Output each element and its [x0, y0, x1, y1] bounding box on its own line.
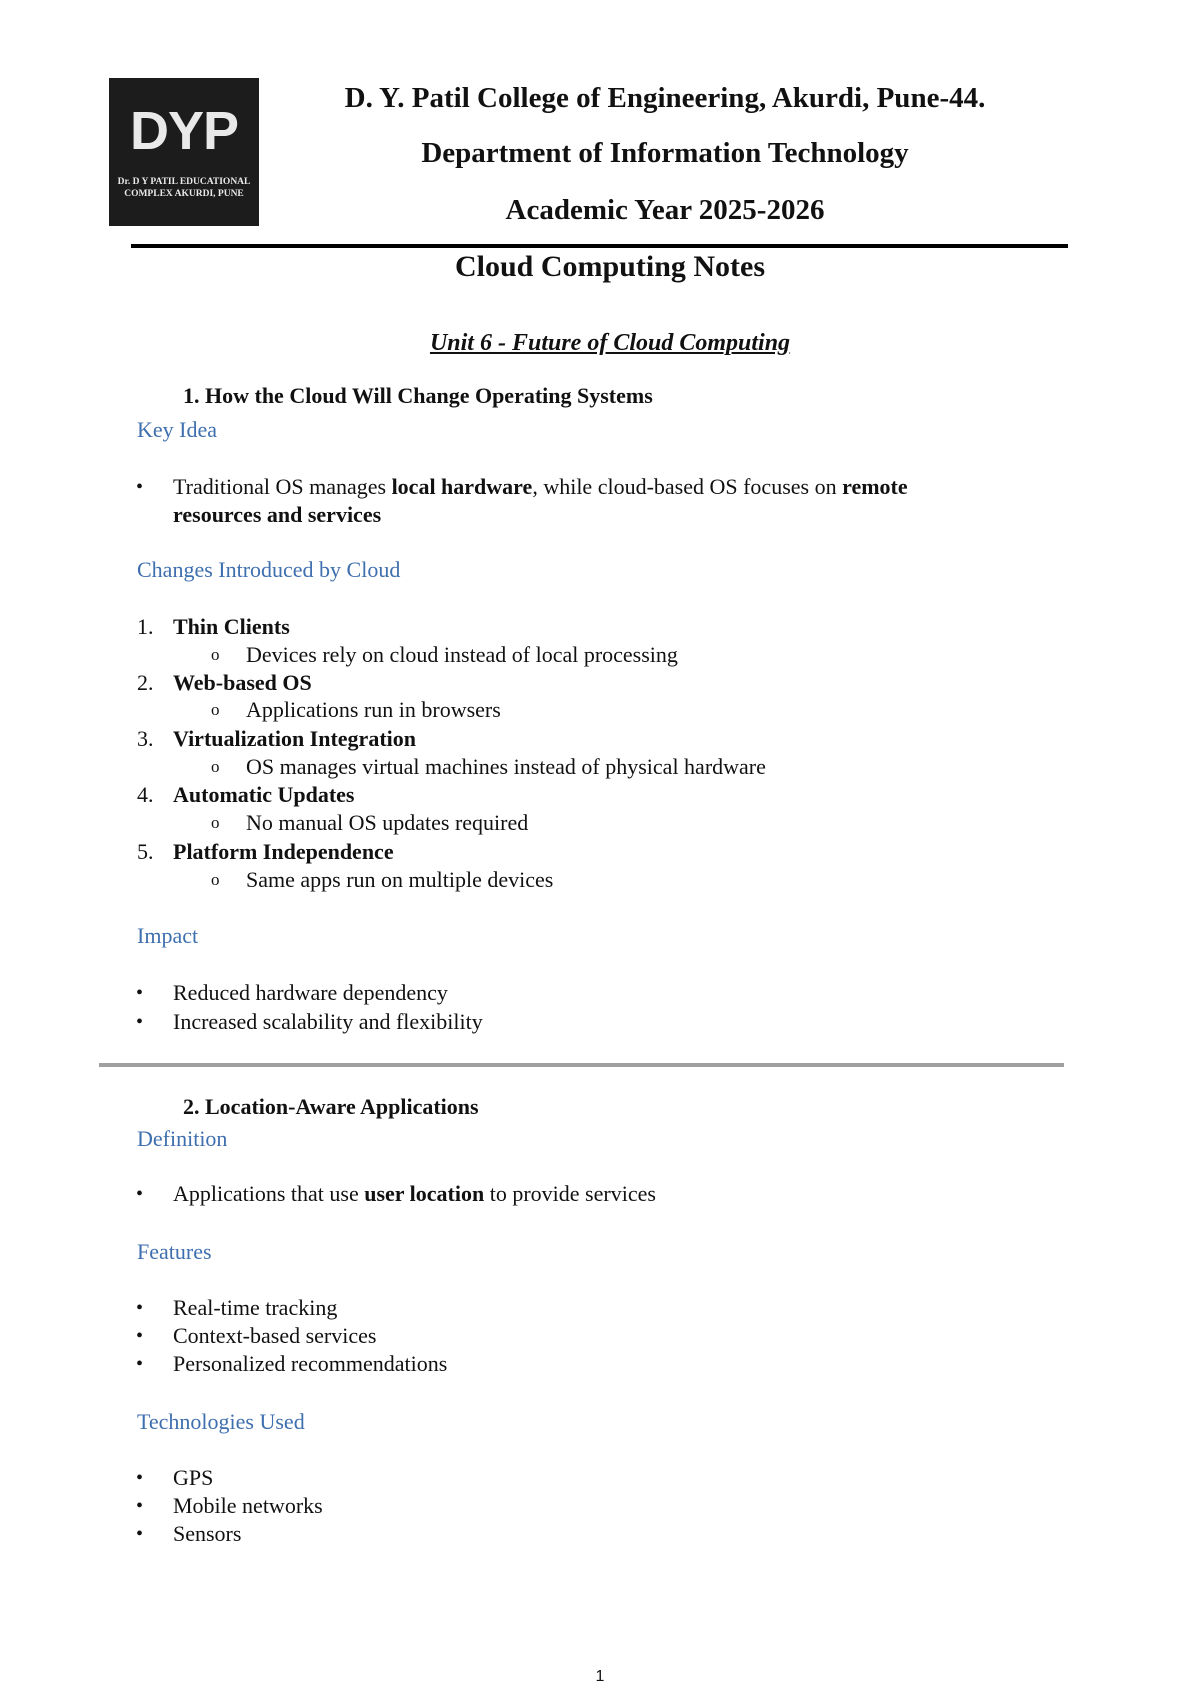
change-title: Automatic Updates [173, 782, 355, 807]
definition-label: Definition [137, 1126, 228, 1151]
page-title: Cloud Computing Notes [454, 250, 766, 283]
key-idea-bold-2: remote [842, 474, 908, 499]
technologies-label: Technologies Used [137, 1409, 305, 1434]
bullet-icon: • [136, 1523, 144, 1545]
definition-text [173, 1180, 656, 1208]
key-idea-part-1: Traditional OS manages [173, 474, 392, 499]
logo-mark: DYP [129, 101, 239, 161]
bullet-icon: • [136, 1495, 144, 1517]
key-idea-part-2: , while cloud-based OS focuses on [532, 474, 843, 499]
features-label: Features [137, 1239, 212, 1264]
list-number: 2. [137, 670, 154, 695]
list-number: 1. [137, 614, 154, 639]
bullet-icon: • [136, 1353, 144, 1375]
change-title: Virtualization Integration [173, 726, 416, 751]
logo-line-2: COMPLEX AKURDI, PUNE [124, 189, 244, 199]
key-idea-bold-1: local hardware [391, 474, 533, 499]
change-detail: Applications run in browsers [246, 697, 501, 722]
key-idea-bold-3: resources and services [173, 502, 382, 527]
section-2-heading: 2. Location-Aware Applications [183, 1094, 479, 1119]
academic-year: Academic Year 2025-2026 [505, 194, 825, 226]
bullet-icon: • [136, 1011, 144, 1033]
list-number: 5. [137, 839, 154, 864]
list-number: 4. [137, 782, 154, 807]
technology-item: GPS [173, 1465, 214, 1490]
circle-bullet-icon: o [211, 757, 220, 776]
change-title: Platform Independence [173, 839, 394, 864]
feature-item: Personalized recommendations [173, 1351, 448, 1376]
bullet-icon: • [136, 476, 144, 498]
page-number: 1 [595, 1668, 605, 1685]
change-detail: Same apps run on multiple devices [246, 867, 554, 892]
key-idea-text [173, 473, 1023, 529]
change-title: Web-based OS [173, 670, 312, 695]
technology-item: Sensors [173, 1521, 242, 1546]
college-logo [109, 78, 259, 226]
section-1-heading: 1. How the Cloud Will Change Operating Systems [183, 383, 653, 408]
college-name: D. Y. Patil College of Engineering, Akurdi, Pune-44. [344, 82, 986, 114]
change-detail: No manual OS updates required [246, 810, 529, 835]
key-idea-label: Key Idea [137, 417, 218, 442]
change-detail: Devices rely on cloud instead of local processing [246, 642, 678, 667]
circle-bullet-icon: o [211, 700, 220, 719]
impact-item: Increased scalability and flexibility [173, 1009, 483, 1034]
technology-item: Mobile networks [173, 1493, 323, 1518]
change-detail: OS manages virtual machines instead of physical hardware [246, 754, 766, 779]
bullet-icon: • [136, 1297, 144, 1319]
definition-bold: user location [364, 1181, 485, 1206]
impact-item: Reduced hardware dependency [173, 980, 448, 1005]
changes-label: Changes Introduced by Cloud [137, 557, 401, 582]
definition-part-2: to provide services [484, 1181, 656, 1206]
circle-bullet-icon: o [211, 870, 220, 889]
impact-label: Impact [137, 923, 199, 948]
feature-item: Real-time tracking [173, 1295, 338, 1320]
change-title: Thin Clients [173, 614, 290, 639]
circle-bullet-icon: o [211, 645, 220, 664]
logo-line-1: Dr. D Y PATIL EDUCATIONAL [117, 177, 251, 187]
department-name: Department of Information Technology [421, 137, 909, 169]
bullet-icon: • [136, 1467, 144, 1489]
header-divider [131, 244, 1068, 248]
bullet-icon: • [136, 1183, 144, 1205]
logo-subtitle [113, 176, 255, 200]
circle-bullet-icon: o [211, 813, 220, 832]
bullet-icon: • [136, 982, 144, 1004]
unit-heading: Unit 6 - Future of Cloud Computing [429, 330, 791, 356]
feature-item: Context-based services [173, 1323, 377, 1348]
list-number: 3. [137, 726, 154, 751]
section-divider [99, 1063, 1064, 1067]
definition-part-1: Applications that use [173, 1181, 365, 1206]
bullet-icon: • [136, 1325, 144, 1347]
